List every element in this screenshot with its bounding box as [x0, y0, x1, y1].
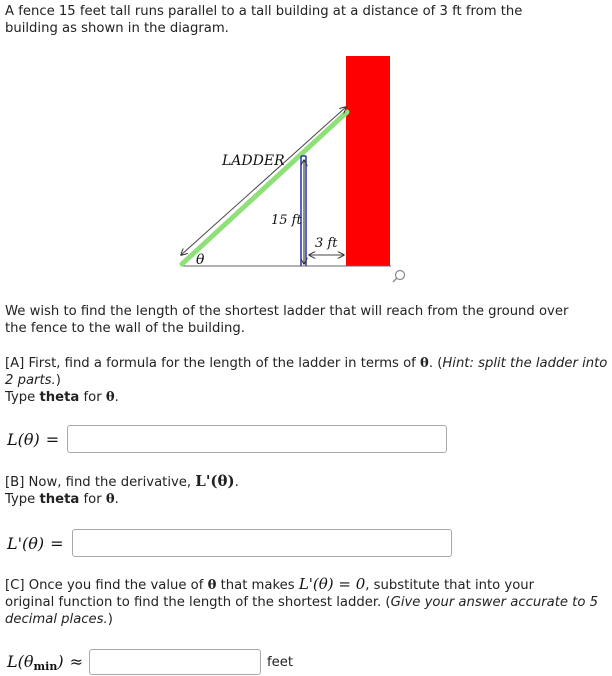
part-c-text-1: [C] Once you find the value of — [5, 578, 208, 593]
part-c-line-2: original function to find the length of the shortest ladder. ( — [5, 595, 391, 610]
part-b-answer-row — [7, 529, 452, 557]
theta-symbol: θ — [105, 492, 115, 507]
goal-line-2: the fence to the wall of the building. — [5, 321, 245, 336]
type-end: . — [114, 390, 119, 405]
zoom-icon[interactable] — [393, 271, 405, 283]
part-c-prompt — [5, 576, 612, 628]
theta-symbol: θ — [207, 578, 217, 593]
part-c-note-close: ) — [107, 612, 113, 627]
ladder-diagram — [0, 0, 612, 290]
type-end: . — [114, 492, 119, 507]
part-c-label: $L(\theta_{min})$ ≈ — [7, 651, 83, 673]
part-b-input[interactable] — [72, 529, 452, 557]
type-mid: for — [79, 492, 106, 507]
gap-label: 3 ft — [315, 236, 338, 251]
ladder-dimension-arrow — [181, 107, 346, 255]
part-a-answer-row — [7, 425, 447, 453]
derivative-expr: L'(θ) — [195, 472, 235, 490]
part-b-text: [B] Now, find the derivative, — [5, 475, 196, 490]
hint-close: ) — [55, 373, 61, 388]
part-c-text-2: that makes — [216, 578, 299, 593]
part-a-text: [A] First, find a formula for the length of the ladder in terms of — [5, 356, 421, 371]
theta-symbol: θ — [105, 390, 115, 405]
building — [346, 56, 390, 266]
part-a-hint: Hint: split the ladder into 2 parts. — [5, 356, 608, 388]
part-c-text-3: , substitute that into your — [365, 578, 535, 593]
type-word: theta — [39, 492, 80, 507]
part-b-label: L'(θ) = — [7, 533, 64, 553]
theta-symbol: θ — [420, 356, 429, 371]
problem-intro-line-1: A fence 15 feet tall runs parallel to a tall building at a distance of 3 ft from the — [5, 4, 523, 19]
part-c-input[interactable] — [89, 649, 261, 675]
part-c-note: Give your answer accurate to 5 decimal places. — [5, 595, 598, 627]
hint-open: . ( — [428, 356, 443, 371]
type-word: theta — [39, 390, 80, 405]
part-c-answer-row — [7, 649, 293, 675]
ladder-label: LADDER — [222, 153, 285, 169]
unit-label: feet — [266, 654, 294, 670]
type-prefix: Type — [5, 390, 40, 405]
angle-label: θ — [196, 252, 205, 268]
critical-point-expr: L'(θ) = 0 — [298, 575, 366, 593]
part-a-input[interactable] — [67, 425, 447, 453]
type-prefix: Type — [5, 492, 40, 507]
part-a-label: L(θ) = — [7, 429, 60, 449]
part-b-text-end: . — [234, 475, 239, 490]
type-mid: for — [79, 390, 106, 405]
goal-line-1: We wish to find the length of the shortest ladder that will reach from the ground over — [5, 304, 569, 319]
problem-intro-line-2: building as shown in the diagram. — [5, 21, 229, 36]
part-b-prompt — [5, 473, 239, 508]
part-a-prompt — [5, 355, 612, 406]
fence-height-label: 15 ft — [271, 213, 302, 228]
